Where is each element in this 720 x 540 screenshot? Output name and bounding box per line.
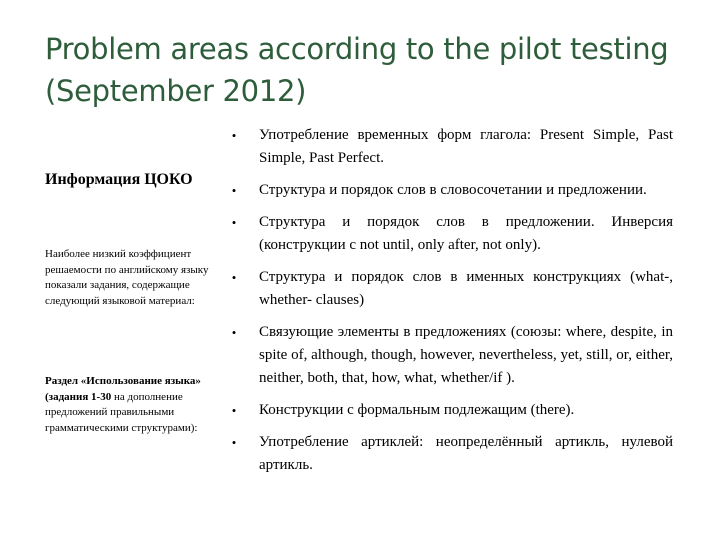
problem-list — [228, 124, 673, 486]
problem-item-1 — [228, 124, 673, 170]
problem-item-2 — [228, 179, 673, 202]
problem-item-text: Конструкции с формальным подлежащим (there). — [259, 402, 575, 418]
problem-item-7 — [228, 431, 673, 477]
info-heading: Информация ЦОКО — [45, 171, 193, 188]
problem-item-3 — [228, 211, 673, 257]
bullet-icon: • — [231, 183, 237, 198]
problem-item-4 — [228, 266, 673, 312]
bullet-icon: • — [231, 403, 237, 418]
section-description-bold: Раздел «Использование языка» (задания 1-30 — [45, 375, 201, 403]
slide-title: Problem areas according to the pilot testing (September 2012) — [45, 32, 669, 108]
bullet-icon: • — [231, 325, 237, 340]
info-paragraph: Наиболее низкий коэффициент решаемости по английскому языку показали задания, содержащие следующий языковой материал: — [45, 248, 209, 307]
section-description-rest: на дополнение предложений правильными грамматическими структурами): — [45, 390, 198, 434]
section-description — [45, 374, 215, 436]
problem-item-5 — [228, 321, 673, 390]
problem-item-text: Употребление артиклей: неопределённый артикль, нулевой артикль. — [259, 434, 673, 473]
bullet-icon: • — [231, 435, 237, 450]
problem-item-text: Структура и порядок слов в словосочетании и предложении. — [259, 182, 647, 198]
problem-item-text: Структура и порядок слов в предложении. Инверсия (конструкции с not until, only after, not only). — [259, 214, 673, 253]
problem-item-text: Употребление временных форм глагола: Present Simple, Past Simple, Past Perfect. — [259, 127, 673, 166]
bullet-icon: • — [231, 270, 237, 285]
problem-item-6 — [228, 399, 673, 422]
problem-item-text: Структура и порядок слов в именных конструкциях (what-, whether- clauses) — [259, 269, 673, 308]
bullet-icon: • — [231, 215, 237, 230]
info-block — [45, 168, 215, 191]
problem-item-text: Связующие элементы в предложениях (союзы: where, despite, in spite of, although, though, however, nevertheless, yet, still, or, either, neither, both, that, how, what, whether/if ). — [259, 324, 673, 386]
bullet-icon: • — [231, 128, 237, 143]
